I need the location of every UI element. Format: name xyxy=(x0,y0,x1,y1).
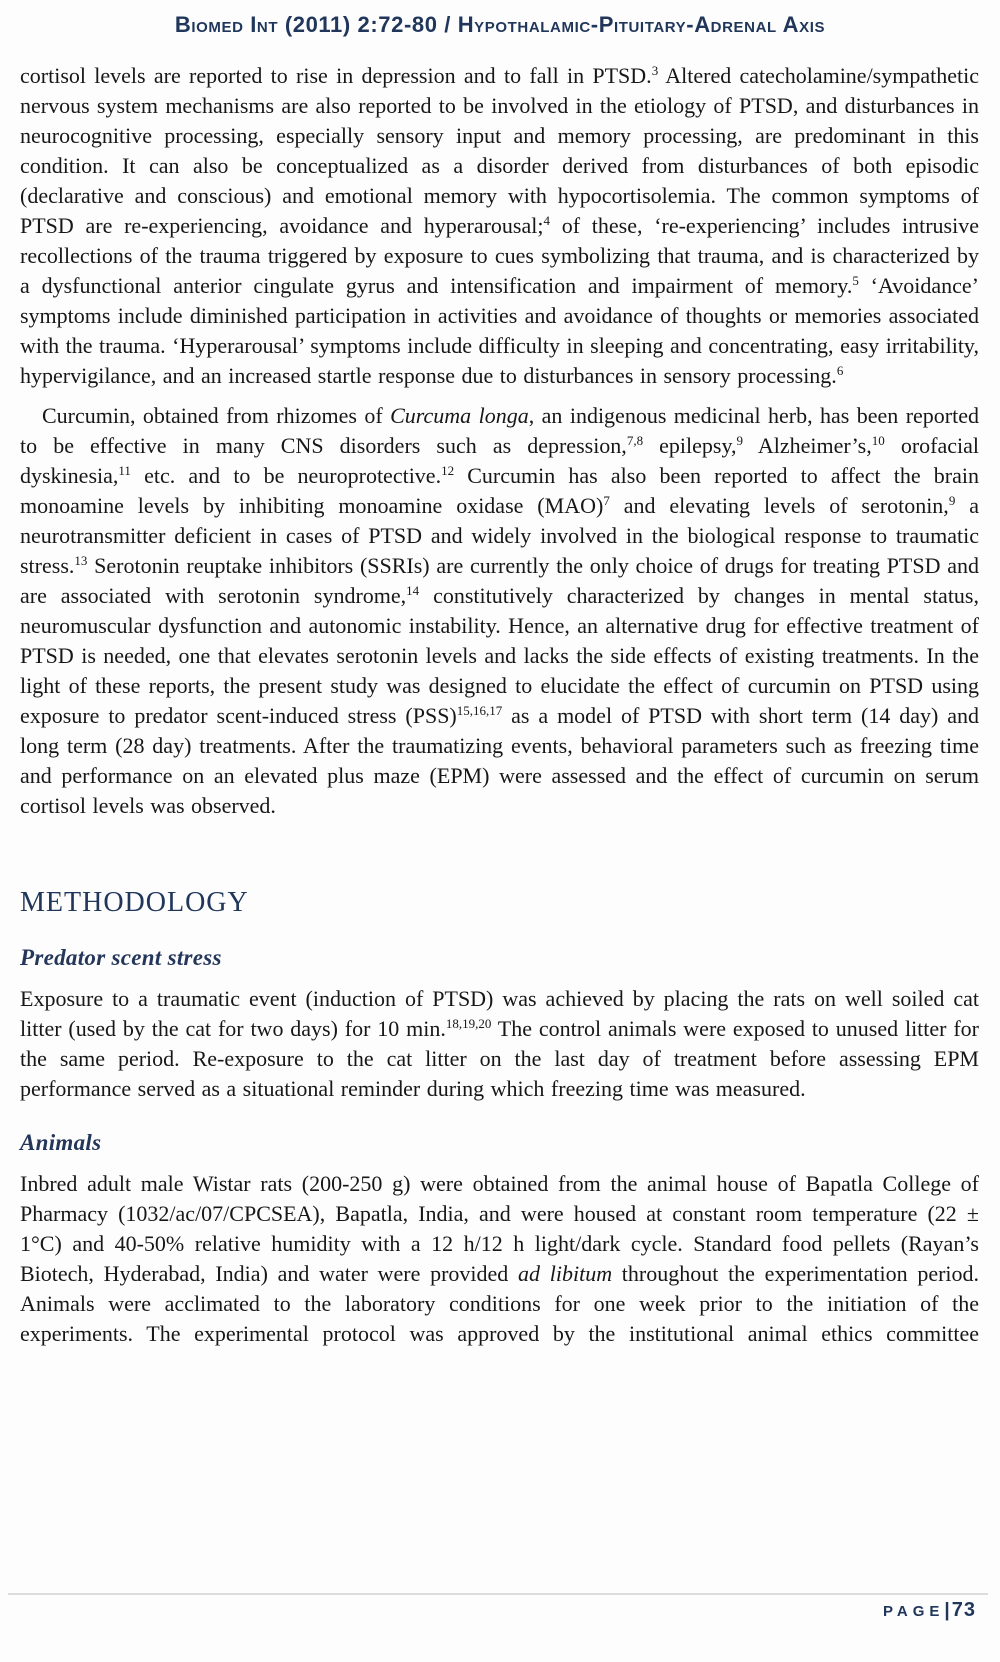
citation-superscript: 9 xyxy=(736,433,744,448)
journal-header xyxy=(0,0,1000,38)
citation-superscript: 9 xyxy=(948,493,956,508)
page-number-label: PAGE xyxy=(883,1603,945,1620)
citation-superscript: 7 xyxy=(603,493,610,508)
page-footer xyxy=(0,1593,1000,1622)
citation-superscript: 14 xyxy=(406,583,420,598)
predator-scent-stress-paragraph xyxy=(20,984,979,1104)
text-run: epilepsy, xyxy=(643,433,737,458)
citation-superscript: 11 xyxy=(118,463,131,478)
footer-divider xyxy=(8,1593,988,1595)
text-run: Inbred adult male Wistar rats (200-250 g) were obtained from the animal house of Bapatla College of Pharmacy (1032/ac/07/CPCSEA), Bapatla, India, and were housed at constant room temperature (22 ± 1°C) and 40-50% relative humidity with a 12 h/12 h light/dark cycle. Standard food pellets (Rayan’s Biotech, Hyderabad, India) and water were provided xyxy=(20,1171,979,1286)
text-run: etc. and to be neuroprotective. xyxy=(130,463,442,488)
text-run: throughout the experimentation period. Animals were acclimated to the laboratory conditions for one week prior to the initiation of the experiments. The experimental protocol was approved by the institutional animal ethics committee xyxy=(20,1261,980,1346)
citation-superscript: 18,19,20 xyxy=(445,1016,492,1031)
text-run: cortisol levels are reported to rise in depression and to fall in PTSD. xyxy=(20,63,652,88)
text-run: and elevating levels of serotonin, xyxy=(609,493,949,518)
text-run: constitutively characterized by changes in mental status, neuromuscular dysfunction and autonomic instability. Hence, an alternative drug for effective treatment of PTSD is needed, one that elevates serotonin levels and lacks the side effects of existing treatments. In the light of these reports, the present study was designed to elucidate the effect of curcumin on PTSD using exposure to predator scent-induced stress (PSS) xyxy=(20,583,979,728)
citation-superscript: 6 xyxy=(836,363,844,378)
text-run: Curcumin, obtained from rhizomes of xyxy=(42,403,391,428)
section-heading-methodology: METHODOLOGY xyxy=(20,887,249,918)
intro-paragraph-2 xyxy=(20,401,979,821)
text-run: orofacial dyskinesia, xyxy=(20,433,979,488)
text-run: , an indigenous medicinal herb, has been reported to be effective in many CNS disorders such as depression, xyxy=(20,403,979,458)
text-run: Serotonin reuptake inhibitors (SSRIs) are currently the only choice of drugs for treating PTSD and are associated with serotonin syndrome, xyxy=(20,553,979,608)
text-run: as a model of PTSD with short term (14 day) and long term (28 day) treatments. After the traumatizing events, behavioral parameters such as freezing time and performance on an elevated plus maze (EPM) were assessed and the effect of curcumin on serum cortisol levels was observed. xyxy=(20,703,980,818)
latin-phrase-italic: ad libitum xyxy=(518,1261,613,1286)
page-number xyxy=(0,1599,1000,1622)
citation-superscript: 12 xyxy=(441,463,455,478)
text-run: of these, ‘re-experiencing’ includes intrusive recollections of the trauma triggered by exposure to cues symbolizing that trauma, and is characterized by a dysfunctional anterior cingulate gyrus and intensification and impairment of memory. xyxy=(20,213,979,298)
subsection-heading-animals: Animals xyxy=(20,1130,102,1155)
citation-superscript: 3 xyxy=(651,63,659,78)
subsection-heading-predator-scent-stress: Predator scent stress xyxy=(20,945,222,970)
citation-superscript: 5 xyxy=(852,273,859,288)
journal-header-title: Biomed Int (2011) 2:72-80 / Hypothalamic-Pituitary-Adrenal Axis xyxy=(174,12,826,37)
text-run: The control animals were exposed to unused litter for the same period. Re-exposure to the cat litter on the last day of treatment before assessing EPM performance served as a situational reminder during which freezing time was measured. xyxy=(20,1016,979,1101)
citation-superscript: 13 xyxy=(74,553,88,568)
page-number-separator: | xyxy=(944,1600,950,1621)
citation-superscript: 4 xyxy=(543,213,550,228)
text-run: Alzheimer’s, xyxy=(743,433,872,458)
citation-superscript: 15,16,17 xyxy=(456,703,503,718)
intro-paragraph-1 xyxy=(20,61,979,391)
citation-superscript: 7,8 xyxy=(626,433,644,448)
animals-paragraph xyxy=(20,1169,979,1349)
species-name-italic: Curcuma longa xyxy=(390,403,529,428)
text-run: ‘Avoidance’ symptoms include diminished participation in activities and avoidance of thoughts or memories associated with the trauma. ‘Hyperarousal’ symptoms include difficulty in sleeping and concentrating, easy irritability, hypervigilance, and an increased startle response due to disturbances in sensory processing. xyxy=(20,273,979,388)
citation-superscript: 10 xyxy=(871,433,885,448)
article-body xyxy=(0,61,1000,1349)
page-number-value: 73 xyxy=(951,1599,976,1621)
text-run: Exposure to a traumatic event (induction of PTSD) was achieved by placing the rats on well soiled cat litter (used by the cat for two days) for 10 min. xyxy=(20,986,979,1041)
text-run: Curcumin has also been reported to affect the brain monoamine levels by inhibiting monoamine oxidase (MAO) xyxy=(20,463,979,518)
text-run: Altered catecholamine/sympathetic nervous system mechanisms are also reported to be involved in the etiology of PTSD, and disturbances in neurocognitive processing, especially sensory input and memory processing, are predominant in this condition. It can also be conceptualized as a disorder derived from disturbances of both episodic (declarative and conscious) and emotional memory with hypocortisolemia. The common symptoms of PTSD are re-experiencing, avoidance and hyperarousal; xyxy=(20,63,979,238)
text-run: a neurotransmitter deficient in cases of PTSD and widely involved in the biological response to traumatic stress. xyxy=(20,493,979,578)
